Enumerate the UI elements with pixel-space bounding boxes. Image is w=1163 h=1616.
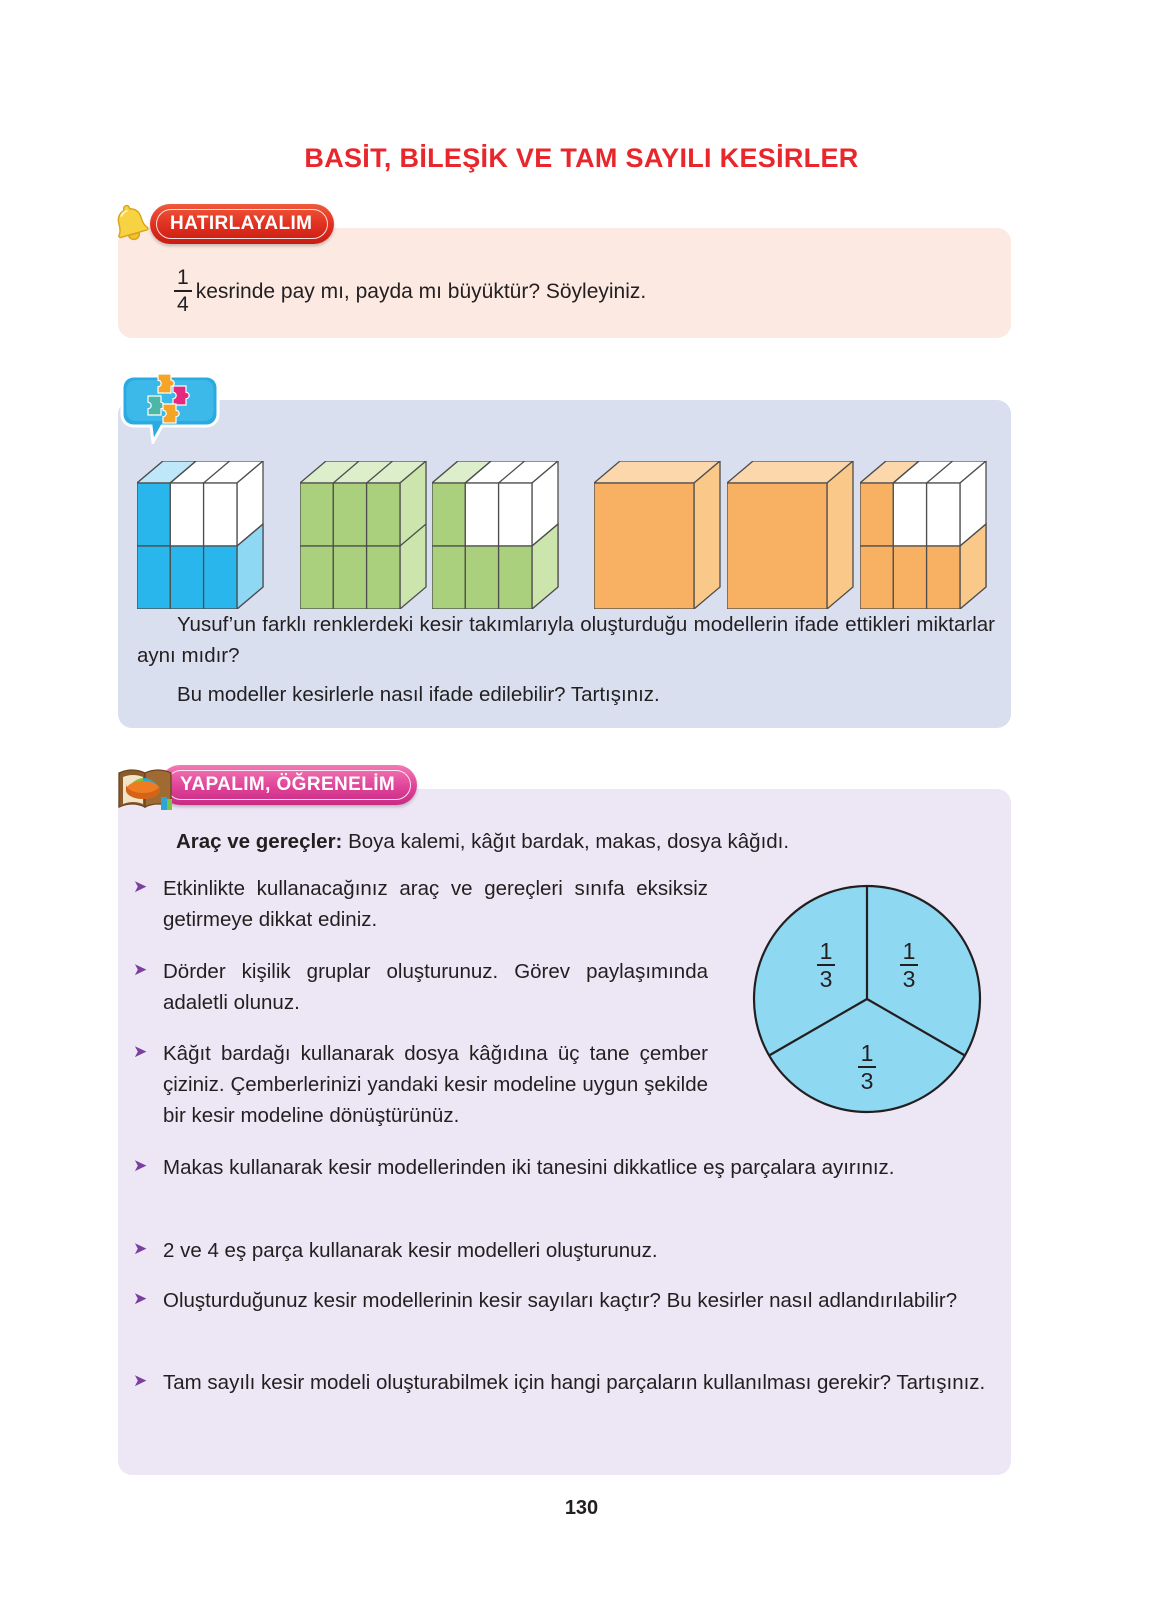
green-fraction-block-partial: [432, 461, 560, 609]
activity-bullet-6: [133, 1367, 995, 1398]
circle-label-2-denominator: 3: [860, 1068, 874, 1094]
bullet-arrow-icon: ➤: [133, 1042, 148, 1061]
remember-question: [170, 268, 646, 316]
circle-label-2-numerator: 1: [860, 1040, 874, 1066]
discussion-paragraph-1: Yusuf’un farklı renklerdeki kesir takımlarıyla oluşturduğu modellerin ifade ettikleri miktarlar aynı mıdır?: [137, 613, 995, 667]
bell-icon: [105, 198, 157, 250]
activity-bullet-5: [133, 1285, 995, 1316]
bullet-arrow-icon: ➤: [133, 1156, 148, 1175]
circle-label-1-numerator: 1: [902, 938, 916, 964]
fraction-numerator: 1: [177, 266, 189, 289]
badge-yapalim-ogrenelim-label: YAPALIM, ÖĞRENELİM: [180, 774, 396, 795]
activity-bullet-6-text: Tam sayılı kesir modeli oluşturabilmek için hangi parçaların kullanılması gerekir? Tartışınız.: [163, 1371, 986, 1394]
badge-hatirlayalim-label: HATIRLAYALIM: [170, 213, 313, 234]
activity-bullet-3-text: Makas kullanarak kesir modellerinden iki tanesini dikkatlice eş parçalara ayırınız.: [163, 1156, 895, 1179]
fraction-block-models: [137, 447, 997, 595]
activity-bullet-5-text: Oluşturduğunuz kesir modellerinin kesir sayıları kaçtır? Bu kesirler nasıl adlandırılabilir?: [163, 1289, 958, 1312]
bullet-arrow-icon: ➤: [133, 1239, 148, 1258]
activity-bullet-1: [133, 956, 708, 1018]
activity-bullet-3: [133, 1152, 995, 1183]
materials-line: [176, 830, 789, 854]
green-fraction-block-full: [300, 461, 428, 609]
activity-bullet-0-text: Etkinlikte kullanacağınız araç ve gereçleri sınıfa eksiksiz getirmeye dikkat ediniz.: [163, 877, 708, 932]
badge-hatirlayalim: [150, 204, 334, 244]
activity-bullet-2: [133, 1038, 708, 1131]
materials-value: Boya kalemi, kâğıt bardak, makas, dosya kâğıdı.: [348, 830, 790, 853]
page-number: 130: [564, 1497, 599, 1519]
thirds-circle-fraction-model: [751, 883, 983, 1115]
activity-bullet-1-text: Dörder kişilik gruplar oluşturunuz. Görev paylaşımında adaletli olunuz.: [163, 960, 708, 1015]
orange-fraction-block-partial: [860, 461, 988, 609]
materials-label: Araç ve gereçler:: [176, 830, 343, 853]
bullet-arrow-icon: ➤: [133, 877, 148, 896]
orange-whole-block-1: [594, 461, 722, 609]
blue-fraction-block: [137, 461, 265, 609]
book-pie-chart-icon: [115, 757, 177, 813]
activity-bullet-2-text: Kâğıt bardağı kullanarak dosya kâğıdına üç tane çember çiziniz. Çemberlerinizi yandaki kesir modeline uygun şekilde bir kesir modeline dönüştürünüz.: [163, 1042, 708, 1128]
discussion-paragraph-2: Bu modeller kesirlerle nasıl ifade edilebilir? Tartışınız.: [177, 683, 660, 706]
circle-label-1-denominator: 3: [902, 966, 916, 992]
activity-bullet-4-text: 2 ve 4 eş parça kullanarak kesir modelleri oluşturunuz.: [163, 1239, 658, 1262]
fraction-one-fourth: [174, 267, 192, 315]
activity-bullet-4: [133, 1235, 995, 1266]
activity-bullet-0: [133, 873, 708, 935]
fraction-denominator: 4: [177, 293, 189, 316]
bullet-arrow-icon: ➤: [133, 1289, 148, 1308]
orange-whole-block-2: [727, 461, 855, 609]
bullet-arrow-icon: ➤: [133, 1371, 148, 1390]
badge-yapalim-ogrenelim: [160, 765, 417, 805]
remember-question-text: kesrinde pay mı, payda mı büyüktür? Söyleyiniz.: [195, 280, 647, 303]
circle-label-0-denominator: 3: [819, 966, 833, 992]
bullet-arrow-icon: ➤: [133, 960, 148, 979]
page-title: BASİT, BİLEŞİK VE TAM SAYILI KESİRLER: [304, 143, 859, 173]
puzzle-speech-bubble-icon: [118, 368, 222, 444]
circle-label-0-numerator: 1: [819, 938, 833, 964]
